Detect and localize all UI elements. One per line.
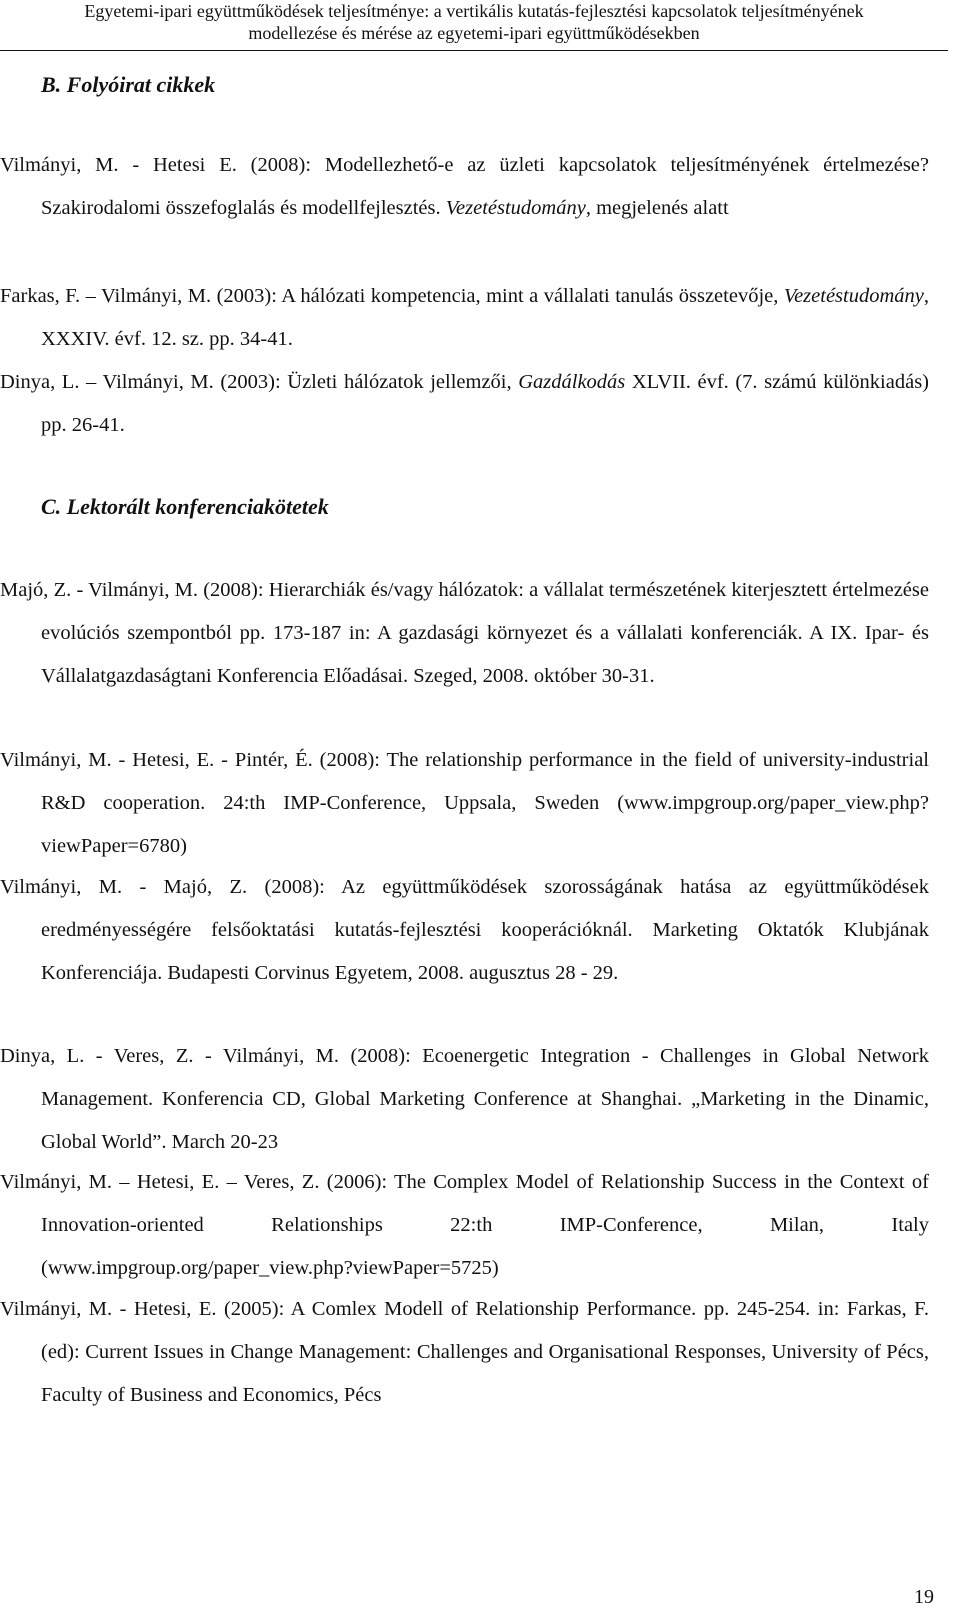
conference-entry: Dinya, L. - Veres, Z. - Vilmányi, M. (2008): Ecoenergetic Integration - Challenges in Global Network Management. Konferencia CD, Global Marketing Conference at Shanghai. „Marketing in the Dinamic, Global World”. March 20-23: [0, 1045, 929, 1153]
section-heading-journals: B. Folyóirat cikkek: [41, 72, 216, 97]
journal-entry-text: , megjelenés alatt: [585, 197, 729, 219]
journal-entry: [0, 361, 929, 447]
journal-entry-text: Vilmányi, M. - Hetesi E. (2008): Modellezhető-e az üzleti kapcsolatok teljesítményének értelmezése? Szakirodalomi összefoglalás és modellfejlesztés.: [0, 154, 929, 219]
journal-entry: [0, 144, 929, 230]
conference-entry: Vilmányi, M. - Hetesi, E. - Pintér, É. (2008): The relationship performance in the field of university-industrial R&D cooperation. 24:th IMP-Conference, Uppsala, Sweden (www.impgroup.org/paper_view.php?viewPaper=6780): [0, 749, 929, 857]
page-number: 19: [914, 1586, 934, 1608]
journal-entry-text: XLVII. évf. (7. számú különkiadás) pp. 26-41.: [41, 371, 929, 436]
conference-entry: Vilmányi, M. – Hetesi, E. – Veres, Z. (2006): The Complex Model of Relationship Success in the Context of Innovation-oriented Relationships 22:th IMP-Conference, Milan, Italy (www.impgroup.org/paper_view.php?viewPaper=5725): [0, 1171, 929, 1279]
journal-title: Gazdálkodás: [518, 371, 626, 393]
running-header: [0, 0, 948, 44]
running-header-line-2: modellezése és mérése az egyetemi-ipari együttműködésekben: [248, 23, 700, 43]
conference-entry: Vilmányi, M. - Hetesi, E. (2005): A Comlex Modell of Relationship Performance. pp. 245-254. in: Farkas, F. (ed): Current Issues in Change Management: Challenges and Organisational Responses, University of Pécs, Faculty of Business and Economics, Pécs: [0, 1298, 929, 1406]
conference-entry: Vilmányi, M. - Majó, Z. (2008): Az együttműködések szorosságának hatása az együttműködések eredményességére felsőoktatási kutatás-fejlesztési kooperációknál. Marketing Oktatók Klubjának Konferenciája. Budapesti Corvinus Egyetem, 2008. augusztus 28 - 29.: [0, 876, 929, 984]
journal-entry-text: Dinya, L. – Vilmányi, M. (2003): Üzleti hálózatok jellemzői,: [0, 371, 519, 393]
journal-entry-text: Farkas, F. – Vilmányi, M. (2003): A hálózati kompetencia, mint a vállalati tanulás összetevője,: [0, 285, 784, 307]
journal-entry-text: , XXXIV. évf. 12. sz. pp. 34-41.: [41, 285, 929, 350]
section-heading-conferences: C. Lektorált konferenciakötetek: [41, 494, 329, 519]
journal-entry: [0, 275, 929, 361]
running-header-line-1: Egyetemi-ipari együttműködések teljesítménye: a vertikális kutatás-fejlesztési kapcsolatok teljesítményének: [84, 1, 864, 21]
conference-entry: Majó, Z. - Vilmányi, M. (2008): Hierarchiák és/vagy hálózatok: a vállalat természetének kiterjesztett értelmezése evolúciós szempontból pp. 173-187 in: A gazdasági környezet és a vállalati konferenciák. A IX. Ipar- és Vállalatgazdaságtani Konferencia Előadásai. Szeged, 2008. október 30-31.: [0, 579, 929, 687]
header-divider: [0, 50, 948, 51]
journal-title: Vezetéstudomány: [445, 197, 586, 219]
journal-title: Vezetéstudomány: [783, 285, 924, 307]
